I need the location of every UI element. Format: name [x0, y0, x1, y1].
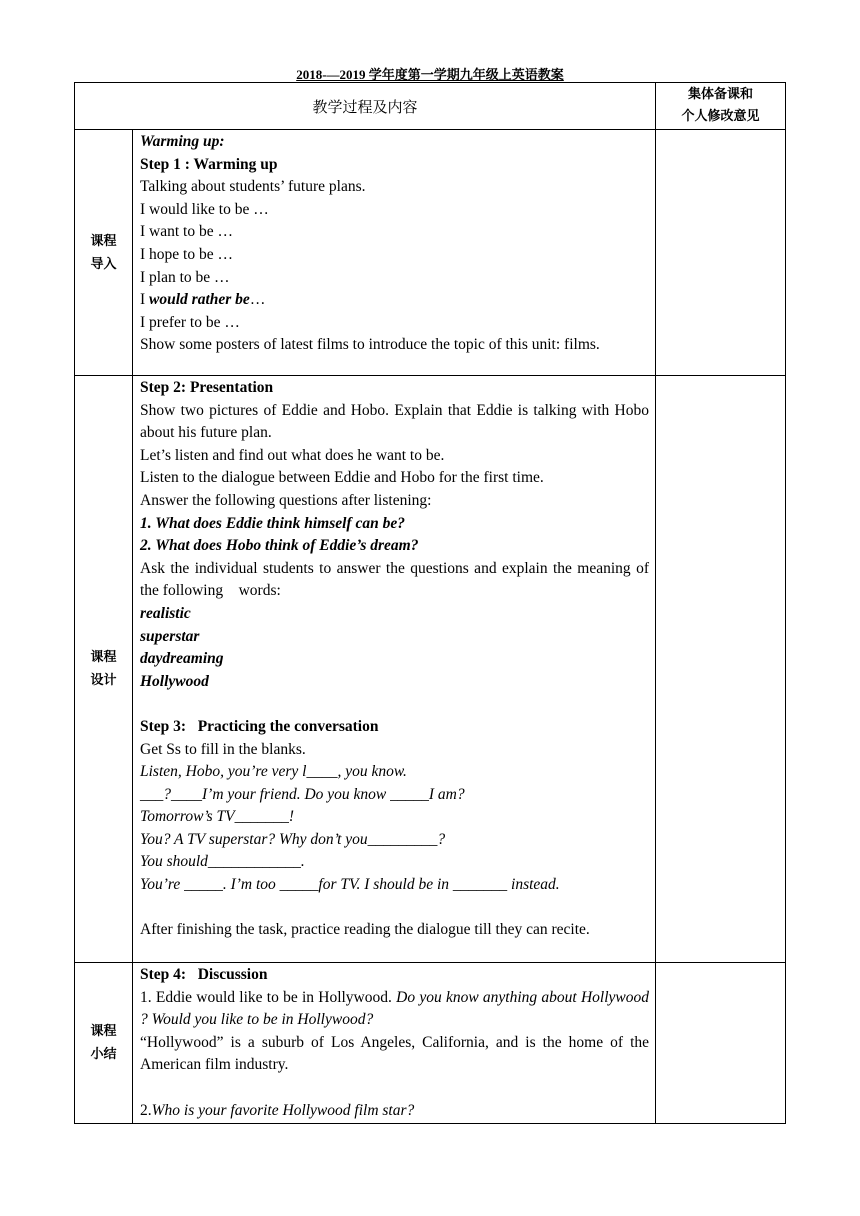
step1-heading: Step 1 : Warming up: [140, 155, 278, 173]
phrase-line: I prefer to be …: [140, 313, 240, 331]
section-summary-label-line2: 小结: [90, 1047, 117, 1063]
question-2: 2. What does Hobo think of Eddie’s dream?: [140, 537, 419, 555]
phrase-line: I want to be …: [140, 223, 233, 241]
section-design-content: [133, 376, 656, 963]
dialogue-line: You should____________.: [140, 853, 305, 871]
section-summary-row: [75, 963, 786, 1124]
talk-line: Talking about students’ future plans.: [140, 178, 366, 196]
phrase-line: I plan to be …: [140, 268, 230, 286]
section-design-label-line2: 设计: [90, 673, 117, 688]
phrase-prefix: I: [140, 291, 150, 309]
vocab-word: superstar: [140, 627, 200, 645]
phrase-line-rather: [140, 289, 649, 312]
vocab-word: realistic: [140, 604, 191, 622]
presentation-text: Let’s listen and find out what does he want to be.: [140, 446, 445, 464]
vocab-word: Hollywood: [140, 672, 209, 690]
step4-heading: Step 4: Discussion: [140, 966, 268, 983]
header-side: [656, 83, 786, 130]
header-side-line2: 个人修改意见: [681, 109, 760, 124]
after-task-text: After finishing the task, practice reading the dialogue till they can recite.: [140, 921, 590, 939]
phrase-emphasis: would rather be: [149, 291, 250, 309]
spacer: [140, 1077, 649, 1100]
discussion-item-2: [140, 1100, 649, 1123]
section-summary-label: [75, 963, 133, 1124]
hollywood-definition: “Hollywood” is a suburb of Los Angeles, California, and is the home of the American film industry.: [140, 1033, 649, 1074]
discussion-item-1-question: Do you know anything about Hollywood ? Would you like to be in Hollywood?: [140, 988, 649, 1029]
phrase-line: I would like to be …: [140, 200, 269, 218]
spacer: [140, 693, 649, 716]
section-summary-notes: [656, 963, 786, 1124]
step2-heading: Step 2: Presentation: [140, 379, 274, 396]
dialogue-line: Tomorrow’s TV_______!: [140, 808, 295, 826]
posters-line: Show some posters of latest films to introduce the topic of this unit: films.: [140, 336, 600, 354]
section-intro-notes: [656, 130, 786, 376]
document-title: 2018-—2019 学年度第一学期九年级上英语教案: [296, 67, 564, 82]
phrase-line: I hope to be …: [140, 245, 233, 263]
section-design-label: [75, 376, 133, 963]
presentation-text: Answer the following questions after listening:: [140, 491, 432, 509]
dialogue-line: ___?____I’m your friend. Do you know _____I am?: [140, 785, 465, 803]
discussion-item-2-question: Who is your favorite Hollywood film star?: [151, 1101, 415, 1119]
discussion-item-1-text: 1. Eddie would like to be in Hollywood.: [140, 988, 397, 1006]
dialogue-line: You? A TV superstar? Why don’t you_________?: [140, 830, 446, 848]
section-intro-row: [75, 130, 786, 376]
header-side-line1: 集体备课和: [687, 87, 753, 102]
dialogue-line: Listen, Hobo, you’re very l____, you know.: [140, 763, 407, 781]
section-summary-label-line1: 课程: [90, 1024, 117, 1040]
step3-heading: Step 3: Practicing the conversation: [140, 717, 379, 735]
discussion-item-1: [140, 987, 649, 1032]
question-1: 1. What does Eddie think himself can be?: [140, 514, 405, 532]
header-main: 教学过程及内容: [75, 83, 656, 130]
section-design-row: [75, 376, 786, 963]
presentation-text: Listen to the dialogue between Eddie and Hobo for the first time.: [140, 469, 544, 487]
phrase-suffix: …: [249, 291, 266, 309]
presentation-text: Show two pictures of Eddie and Hobo. Explain that Eddie is talking with Hobo about his future plan.: [140, 401, 649, 442]
dialogue-line: You’re _____. I’m too _____for TV. I should be in _______ instead.: [140, 876, 560, 894]
section-summary-content: [133, 963, 656, 1124]
section-design-notes: [656, 376, 786, 963]
presentation-text: Ask the individual students to answer the questions and explain the meaning of the following words:: [140, 559, 649, 600]
section-intro-label: [75, 130, 133, 376]
warming-heading: Warming up:: [140, 133, 225, 150]
section-intro-label-line1: 课程: [90, 233, 117, 249]
fill-instruction: Get Ss to fill in the blanks.: [140, 740, 306, 758]
section-design-label-line1: 课程: [90, 650, 117, 665]
lesson-plan-table: [74, 82, 786, 1124]
vocab-word: daydreaming: [140, 650, 224, 668]
discussion-item-2-number: 2.: [140, 1101, 152, 1119]
section-intro-label-line2: 导入: [90, 256, 117, 272]
header-row: [75, 83, 786, 130]
section-intro-content: [133, 130, 656, 376]
spacer: [140, 897, 649, 920]
